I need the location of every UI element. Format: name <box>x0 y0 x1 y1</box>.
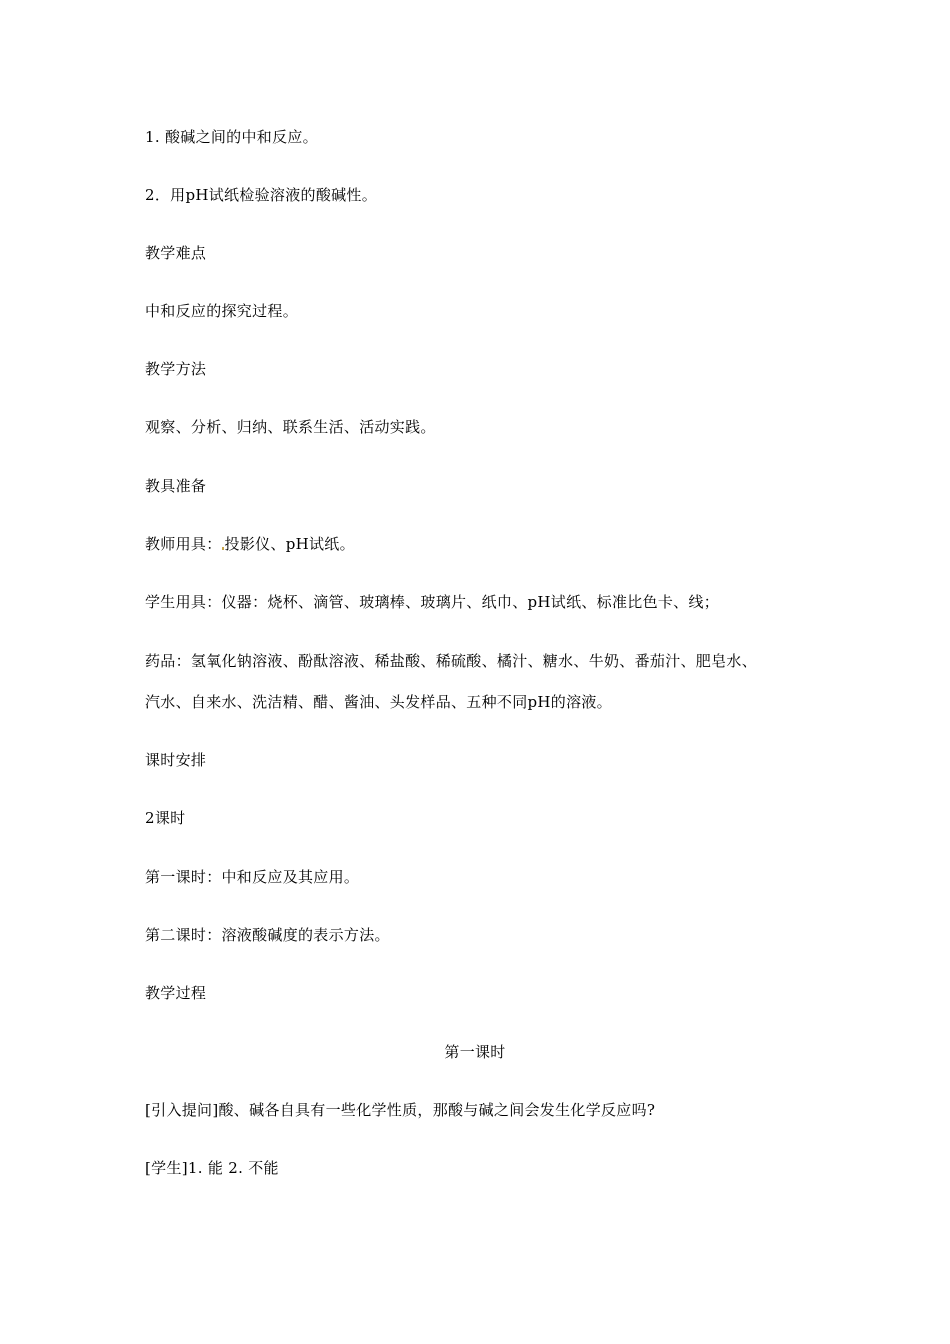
methods-text: 观察、分析、归纳、联系生活、活动实践。 <box>145 418 436 436</box>
teacher-tools <box>145 534 355 554</box>
ink-dot <box>222 547 224 550</box>
heading-methods: 教学方法 <box>145 360 207 378</box>
teacher-tools-items: 投影仪、pH试纸。 <box>224 535 355 553</box>
intro-question: [引入提问]酸、碱各自具有一些化学性质，那酸与碱之间会发生化学反应吗? <box>145 1101 656 1119</box>
reagents-line-1: 药品：氢氧化钠溶液、酚酞溶液、稀盐酸、稀硫酸、橘汁、糖水、牛奶、番茄汁、肥皂水、 <box>145 652 758 670</box>
objective-1: 1. 酸碱之间的中和反应。 <box>145 128 318 146</box>
schedule-lesson-2: 第二课时：溶液酸碱度的表示方法。 <box>145 926 390 944</box>
schedule-total: 2课时 <box>145 809 186 827</box>
heading-tools: 教具准备 <box>145 477 207 495</box>
heading-schedule: 课时安排 <box>145 751 207 769</box>
difficulty-text: 中和反应的探究过程。 <box>145 302 299 320</box>
student-tools: 学生用具：仪器：烧杯、滴管、玻璃棒、玻璃片、纸巾、pH试纸、标准比色卡、线； <box>145 593 720 611</box>
teacher-tools-label: 教师用具： <box>145 535 222 553</box>
lesson-1-title: 第一课时 <box>444 1043 506 1061</box>
heading-process: 教学过程 <box>145 984 207 1002</box>
reagents-line-2: 汽水、自来水、洗洁精、醋、酱油、头发样品、五种不同pH的溶液。 <box>145 693 612 711</box>
schedule-lesson-1: 第一课时：中和反应及其应用。 <box>145 868 360 886</box>
objective-2: 2．用pH试纸检验溶液的酸碱性。 <box>145 186 378 204</box>
heading-difficulty: 教学难点 <box>145 244 207 262</box>
student-answer: [学生]1. 能 2. 不能 <box>145 1159 279 1177</box>
